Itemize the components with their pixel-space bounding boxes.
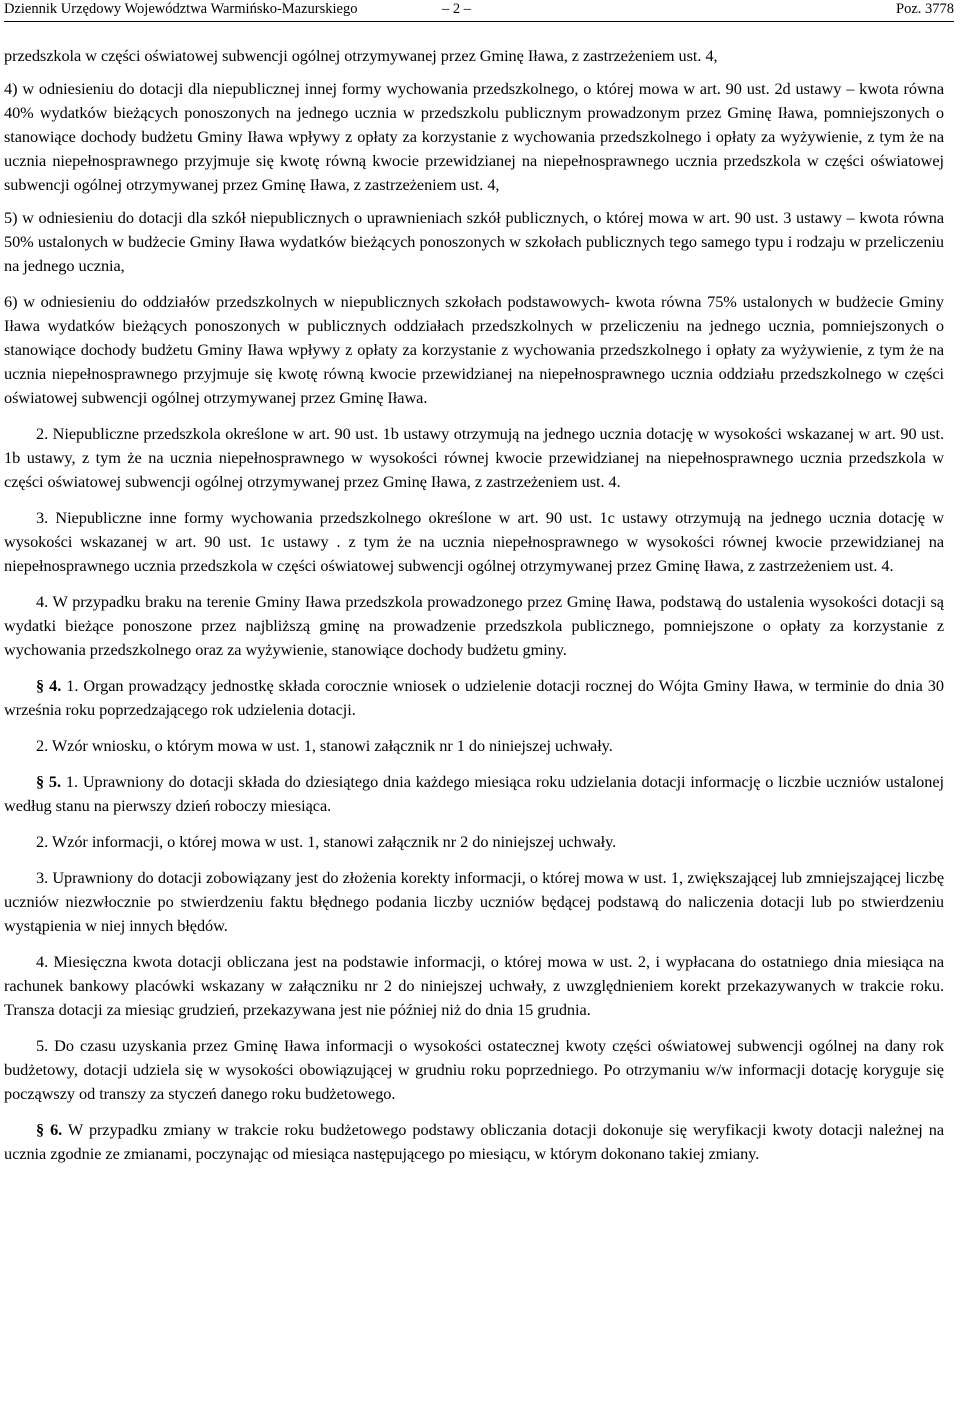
section-4-number: § 4.	[36, 676, 62, 695]
section-5-text: 1. Uprawniony do dotacji składa do dziesiątego dnia każdego miesiąca roku udzielania dotacji informację o liczbie uczniów ustalonej według stanu na pierwszy dzień roboczy miesiąca.	[4, 772, 944, 815]
section-5-number: § 5.	[36, 772, 62, 791]
document-body	[4, 44, 944, 1166]
paragraph-continuation: przedszkola w części oświatowej subwencji ogólnej otrzymywanej przez Gminę Iława, z zastrzeżeniem ust. 4,	[4, 46, 718, 65]
position-number: Poz. 3778	[896, 1, 954, 17]
page-number: – 2 –	[442, 1, 471, 17]
paragraph-ust-2: 2. Niepubliczne przedszkola określone w art. 90 ust. 1b ustawy otrzymują na jednego ucznia dotację w wysokości wskazanej w art. 90 ust. 1b ustawy, z tym że na ucznia niepełnosprawnego w wysokości równej kwocie przewidzianej na niepełnosprawnego ucznia przedszkola w części oświatowej subwencji ogólnej otrzymywanej przez Gminę Iława, z zastrzeżeniem ust. 4.	[4, 424, 944, 491]
section-6-text: W przypadku zmiany w trakcie roku budżetowego podstawy obliczania dotacji dokonuje się weryfikacji kwoty dotacji należnej na ucznia zgodnie ze zmianami, poczynając od miesiąca następującego po miesiącu, w którym dokonano takiej zmiany.	[4, 1120, 944, 1163]
paragraph-section-5-ust-5: 5. Do czasu uzyskania przez Gminę Iława informacji o wysokości ostatecznej kwoty części oświatowej subwencji ogólnej na dany rok budżetowy, dotacji udziela się w wysokości obowiązującej w grudniu roku poprzedniego. Po otrzymaniu w/w informacji dotację koryguje się począwszy od transzy za styczeń danego roku budżetowego.	[4, 1036, 944, 1103]
paragraph-section-5-ust-2: 2. Wzór informacji, o której mowa w ust. 1, stanowi załącznik nr 2 do niniejszej uchwały.	[36, 832, 617, 851]
paragraph-ust-4: 4. W przypadku braku na terenie Gminy Iława przedszkola prowadzonego przez Gminę Iława, podstawą do ustalenia wysokości dotacji są wydatki bieżące ponoszone przez najbliższą gminę na prowadzenie przedszkola publicznego, pomniejszone o opłaty za korzystanie z wychowania przedszkolnego oraz za wyżywienie, stanowiące dochody budżetu gminy.	[4, 592, 944, 659]
paragraph-section-5-ust-4: 4. Miesięczna kwota dotacji obliczana jest na podstawie informacji, o której mowa w ust. 2, i wypłacana do ostatniego dnia miesiąca na rachunek bankowy placówki wskazany w załączniku nr 2 do niniejszej uchwały, z uwzględnieniem korekt przekazywanych w trakcie roku. Transza dotacji za miesiąc grudzień, przekazywana jest nie później niż do dnia 15 grudnia.	[4, 952, 944, 1019]
paragraph-ust-3: 3. Niepubliczne inne formy wychowania przedszkolnego określone w art. 90 ust. 1c ustawy otrzymują na jednego ucznia dotację w wysokości wskazanej w art. 90 ust. 1c ustawy . z tym że na ucznia niepełnosprawnego w wysokości równej kwocie przewidzianej na niepełnosprawnego ucznia przedszkola w części oświatowej subwencji ogólnej otrzymywanej przez Gminę Iława, z zastrzeżeniem ust. 4.	[4, 508, 944, 575]
journal-title: Dziennik Urzędowy Województwa Warmińsko-Mazurskiego	[4, 1, 358, 17]
paragraph-point-5: 5) w odniesieniu do dotacji dla szkół niepublicznych o uprawnieniach szkół publicznych, o której mowa w art. 90 ust. 3 ustawy – kwota równa 50% ustalonych w budżecie Gminy Iława wydatków bieżących ponoszonych w szkołach publicznych tego samego typu i rodzaju w przeliczeniu na jednego ucznia,	[4, 208, 944, 275]
paragraph-point-4: 4) w odniesieniu do dotacji dla niepublicznej innej formy wychowania przedszkolnego, o której mowa w art. 90 ust. 2d ustawy – kwota równa 40% wydatków bieżących ponoszonych na jednego ucznia w przedszkolu publicznym prowadzonym przez Gminę Iława, pomniejszonych o stanowiące dochody budżetu Gminy Iława wpływy z opłaty za korzystanie z wychowania przedszkolnego i opłaty za wyżywienie, z tym że na ucznia niepełnosprawnego przyjmuje się kwotę równą kwocie przewidzianej na niepełnosprawnego ucznia przedszkola w części oświatowej subwencji ogólnej otrzymywanej przez Gminę Iława, z zastrzeżeniem ust. 4,	[4, 79, 944, 194]
section-6-number: § 6.	[36, 1120, 63, 1139]
page-header	[4, 0, 954, 18]
paragraph-section-4-ust-2: 2. Wzór wniosku, o którym mowa w ust. 1, stanowi załącznik nr 1 do niniejszej uchwały.	[36, 736, 613, 755]
paragraph-point-6: 6) w odniesieniu do oddziałów przedszkolnych w niepublicznych szkołach podstawowych- kwota równa 75% ustalonych w budżecie Gminy Iława wydatków bieżących ponoszonych w publicznych oddziałach przedszkolnych w przeliczeniu na jednego ucznia, pomniejszonych o stanowiące dochody budżetu Gminy Iława wpływy z opłaty za korzystanie z wychowania przedszkolnego i opłaty za wyżywienie, z tym że na ucznia niepełnosprawnego przyjmuje się kwotę równą kwocie przewidzianej na niepełnosprawnego ucznia oddziału przedszkolnego w części oświatowej subwencji ogólnej otrzymywanej przez Gminę Iława.	[4, 292, 944, 407]
paragraph-section-5-ust-3: 3. Uprawniony do dotacji zobowiązany jest do złożenia korekty informacji, o której mowa w ust. 1, zwiększającej lub zmniejszającej liczbę uczniów niezwłocznie po stwierdzeniu faktu błędnego podania liczby uczniów będącej podstawą do naliczenia dotacji lub po stwierdzeniu wystąpienia w niej innych błędów.	[4, 868, 944, 935]
paragraph-section-4	[4, 674, 944, 722]
section-4-text: 1. Organ prowadzący jednostkę składa corocznie wniosek o udzielenie dotacji rocznej do Wójta Gminy Iława, w terminie do dnia 30 września roku poprzedzającego rok udzielenia dotacji.	[4, 676, 944, 719]
paragraph-section-5	[4, 770, 944, 818]
header-rule	[4, 21, 954, 22]
paragraph-section-6	[4, 1118, 944, 1166]
